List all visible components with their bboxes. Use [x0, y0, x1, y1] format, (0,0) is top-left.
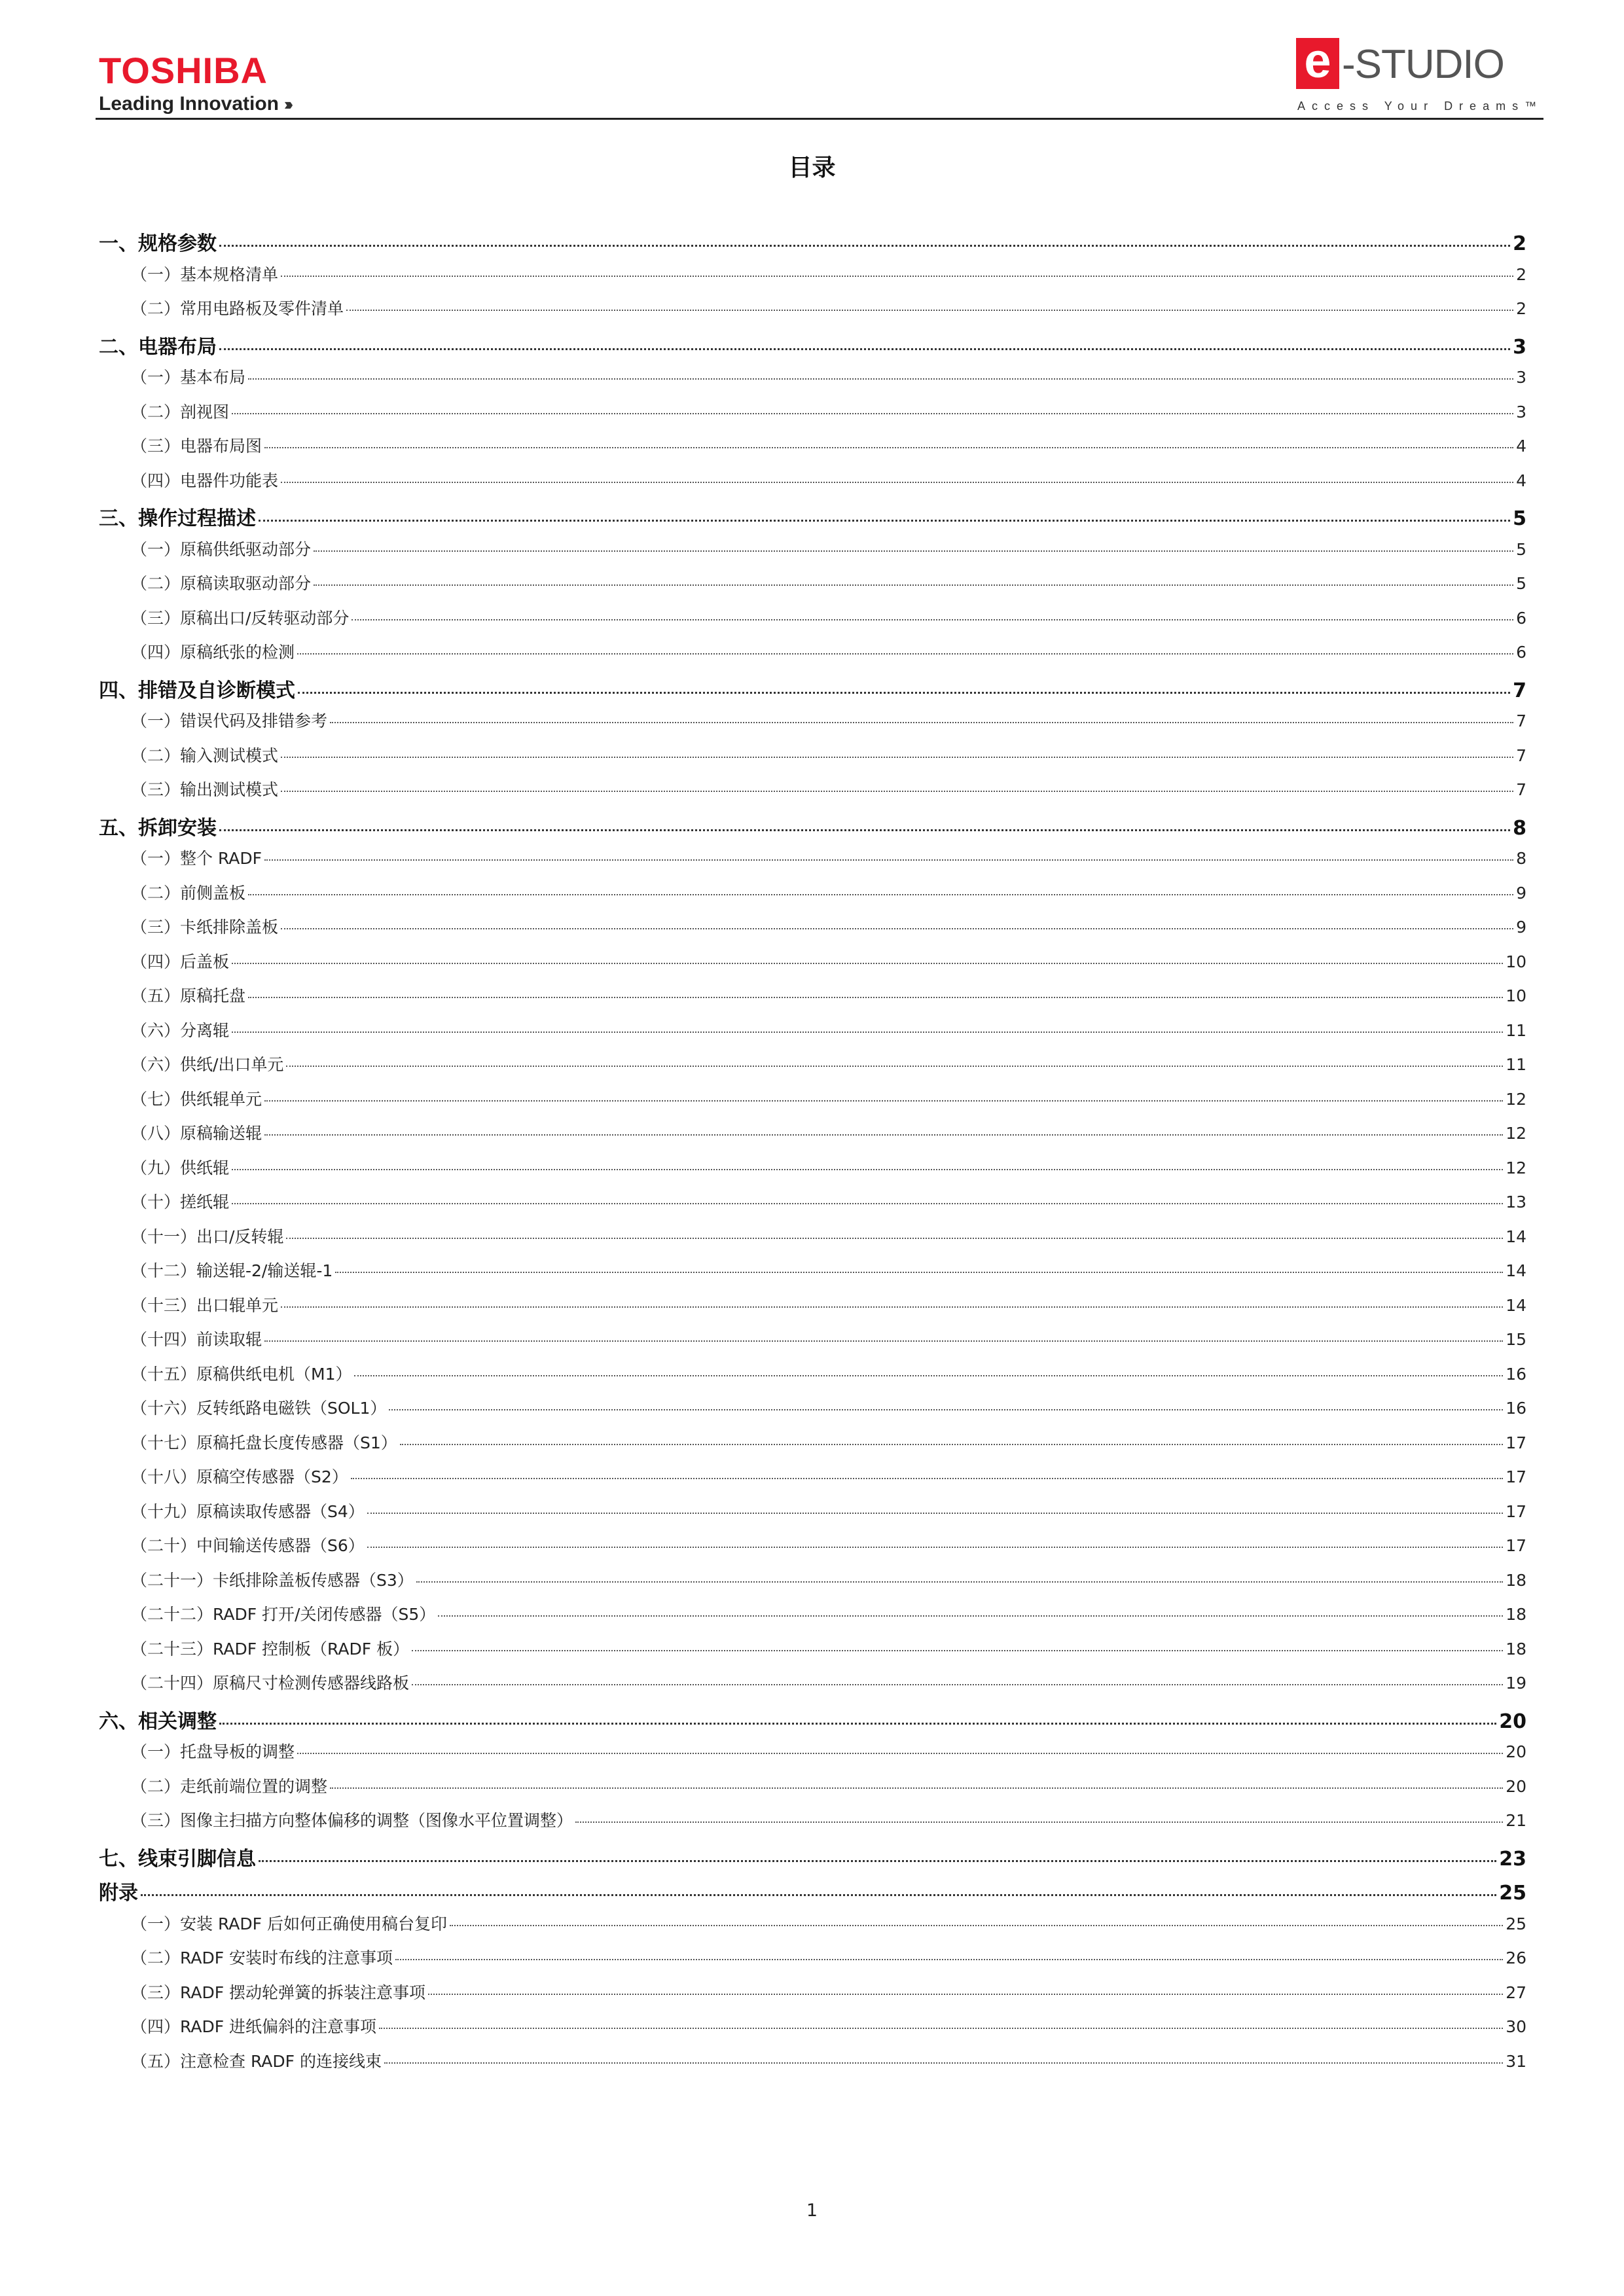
toc-entry[interactable] — [131, 1499, 1526, 1522]
toc-entry[interactable] — [131, 1464, 1526, 1488]
toc-entry[interactable] — [99, 1705, 1526, 1734]
toc-entry[interactable] — [131, 1086, 1526, 1110]
toc-leader-dots — [281, 757, 1513, 758]
toc-entry[interactable] — [131, 1189, 1526, 1213]
toc-entry[interactable] — [131, 983, 1526, 1007]
toc-leader-dots — [412, 1684, 1503, 1685]
toc-entry[interactable] — [131, 1945, 1526, 1969]
toc-entry[interactable] — [131, 537, 1526, 560]
toc-entry[interactable] — [131, 1568, 1526, 1591]
toc-entry-page: 18 — [1506, 1640, 1526, 1659]
toc-entry-title: （五）原稿托盘 — [131, 986, 246, 1005]
toc-entry-title: （五）注意检查 RADF 的连接线束 — [131, 2052, 382, 2071]
toc-leader-dots — [264, 859, 1513, 861]
toc-entry-page: 3 — [1516, 403, 1526, 422]
toc-entry-title: 七、线束引脚信息 — [99, 1848, 256, 1871]
toc-entry[interactable] — [131, 777, 1526, 800]
toc-leader-dots — [232, 1031, 1503, 1033]
toc-entry-page: 25 — [1506, 1914, 1526, 1933]
toc-entry-page: 18 — [1506, 1571, 1526, 1590]
page-title: 目录 — [788, 154, 836, 181]
toc-entry-title: （四）RADF 进纸偏斜的注意事项 — [131, 2017, 377, 2036]
toc-entry-title: （六）分离辊 — [131, 1021, 230, 1040]
toshiba-logo: TOSHIBA — [99, 50, 268, 91]
toc-entry[interactable] — [131, 1395, 1526, 1419]
toc-entry-page: 8 — [1513, 817, 1526, 840]
toc-entry[interactable] — [131, 1808, 1526, 1831]
toc-entry-page: 14 — [1506, 1227, 1526, 1246]
toc-entry-page: 15 — [1506, 1330, 1526, 1349]
toc-entry[interactable] — [131, 1327, 1526, 1350]
toc-entry-page: 17 — [1506, 1467, 1526, 1486]
toc-entry-title: （十八）原稿空传感器（S2） — [131, 1467, 348, 1486]
toc-leader-dots — [330, 1787, 1503, 1789]
toc-entry[interactable] — [131, 1911, 1526, 1935]
toc-entry[interactable] — [131, 2049, 1526, 2072]
toc-entry[interactable] — [99, 1876, 1526, 1905]
toc-leader-dots — [264, 447, 1513, 448]
toc-entry-page: 9 — [1516, 918, 1526, 937]
toc-entry-title: （三）RADF 摆动轮弹簧的拆装注意事项 — [131, 1983, 426, 2002]
toc-leader-dots — [367, 1513, 1503, 1514]
toc-entry-title: （三）图像主扫描方向整体偏移的调整（图像水平位置调整） — [131, 1811, 573, 1830]
toc-leader-dots — [232, 413, 1513, 414]
toc-entry[interactable] — [99, 674, 1526, 703]
toc-leader-dots — [416, 1581, 1503, 1583]
toc-entry-page: 4 — [1516, 471, 1526, 490]
toc-entry[interactable] — [131, 1361, 1526, 1385]
toc-entry[interactable] — [131, 399, 1526, 423]
toc-entry-title: （三）电器布局图 — [131, 437, 262, 456]
toc-entry-title: （二十）中间输送传感器（S6） — [131, 1536, 365, 1555]
toc-leader-dots — [281, 482, 1513, 483]
toc-entry-title: （二）输入测试模式 — [131, 746, 279, 765]
toc-entry[interactable] — [131, 1636, 1526, 1660]
toc-entry[interactable] — [99, 502, 1526, 531]
toc-leader-dots — [438, 1615, 1503, 1617]
toc-leader-dots — [412, 1650, 1503, 1651]
toc-entry-page: 3 — [1513, 336, 1526, 359]
toc-leader-dots — [281, 1306, 1503, 1308]
toc-entry-page: 16 — [1506, 1399, 1526, 1418]
toc-entry-page: 7 — [1516, 746, 1526, 765]
toc-entry-title: （三）卡纸排除盖板 — [131, 918, 279, 937]
toc-entry-title: （一）基本布局 — [131, 368, 246, 387]
toc-entry-page: 13 — [1506, 1193, 1526, 1211]
toc-entry[interactable] — [131, 1670, 1526, 1694]
toc-entry[interactable] — [131, 1258, 1526, 1282]
toc-leader-dots — [330, 722, 1513, 723]
chevrons-icon: ››› — [284, 94, 289, 114]
toc-entry[interactable] — [131, 365, 1526, 388]
brand-tagline-text: Leading Innovation — [99, 93, 279, 115]
toc-leader-dots — [232, 1203, 1503, 1204]
toc-entry-title: 五、拆卸安装 — [99, 817, 217, 840]
toc-leader-dots — [352, 619, 1513, 620]
toc-entry[interactable] — [99, 227, 1526, 256]
toc-entry[interactable] — [131, 708, 1526, 732]
toc-entry[interactable] — [131, 605, 1526, 629]
toc-entry-title: （九）供纸辊 — [131, 1158, 230, 1177]
toc-entry-page: 17 — [1506, 1502, 1526, 1521]
toc-entry-title: （一）安装 RADF 后如何正确使用稿台复印 — [131, 1914, 447, 1933]
toc-entry[interactable] — [131, 846, 1526, 869]
toc-entry-page: 5 — [1516, 540, 1526, 559]
toc-entry[interactable] — [131, 571, 1526, 594]
toc-entry-title: （二）剖视图 — [131, 403, 230, 422]
toc-entry[interactable] — [131, 949, 1526, 973]
toc-entry-page: 17 — [1506, 1536, 1526, 1555]
estudio-wordmark: -STUDIO — [1342, 42, 1504, 87]
toc-leader-dots — [346, 310, 1513, 311]
toc-entry-title: 附录 — [99, 1882, 138, 1905]
toc-leader-dots — [314, 584, 1513, 586]
toc-entry-title: （十六）反转纸路电磁铁（SOL1） — [131, 1399, 387, 1418]
toc-entry[interactable] — [99, 812, 1526, 840]
toc-leader-dots — [297, 653, 1513, 655]
toc-entry-page: 31 — [1506, 2052, 1526, 2071]
toc-entry-page: 5 — [1516, 574, 1526, 593]
toc-entry-title: （六）供纸/出口单元 — [131, 1055, 284, 1074]
toc-entry-title: （十七）原稿托盘长度传感器（S1） — [131, 1433, 397, 1452]
toc-entry-page: 20 — [1499, 1710, 1526, 1733]
toc-entry-page: 10 — [1506, 986, 1526, 1005]
toc-entry-page: 14 — [1506, 1261, 1526, 1280]
toc-leader-dots — [219, 1723, 1496, 1725]
toc-leader-dots — [450, 1925, 1503, 1926]
toc-entry-title: （二）RADF 安装时布线的注意事项 — [131, 1948, 393, 1967]
toc-entry-title: （一）错误代码及排错参考 — [131, 711, 328, 730]
toc-entry-title: （十九）原稿读取传感器（S4） — [131, 1502, 365, 1521]
toc-leader-dots — [248, 894, 1513, 895]
toc-leader-dots — [298, 692, 1510, 694]
toc-entry[interactable] — [131, 1018, 1526, 1041]
toc-entry-title: （十一）出口/反转辊 — [131, 1227, 284, 1246]
toc-entry[interactable] — [99, 331, 1526, 359]
estudio-tagline: Access Your Dreams™ — [1297, 99, 1543, 113]
toc-entry-page: 6 — [1516, 643, 1526, 662]
toc-entry-page: 12 — [1506, 1158, 1526, 1177]
toc-leader-dots — [264, 1340, 1503, 1342]
toc-entry-title: （十二）输送辊-2/输送辊-1 — [131, 1261, 333, 1280]
toc-entry-title: （一）基本规格清单 — [131, 265, 279, 284]
toc-leader-dots — [354, 1375, 1503, 1376]
toc-leader-dots — [286, 1238, 1503, 1239]
toc-entry-title: （十四）前读取辊 — [131, 1330, 262, 1349]
toc-entry-page: 11 — [1506, 1021, 1526, 1040]
toc-leader-dots — [335, 1272, 1503, 1273]
toc-entry[interactable] — [131, 880, 1526, 904]
toc-entry-title: （二）常用电路板及零件清单 — [131, 299, 344, 318]
toc-leader-dots — [281, 276, 1513, 277]
toc-entry-page: 8 — [1516, 849, 1526, 868]
toc-entry-page: 2 — [1513, 232, 1526, 255]
toc-leader-dots — [428, 1994, 1503, 1995]
toc-leader-dots — [248, 378, 1513, 380]
toc-entry-title: （四）后盖板 — [131, 952, 230, 971]
toc-entry-page: 26 — [1506, 1948, 1526, 1967]
toc-entry-page: 2 — [1516, 265, 1526, 284]
toc-leader-dots — [219, 348, 1510, 350]
toc-leader-dots — [259, 520, 1510, 522]
toc-entry-title: （四）电器件功能表 — [131, 471, 279, 490]
toc-entry-page: 7 — [1516, 780, 1526, 799]
toc-leader-dots — [389, 1409, 1503, 1410]
toc-leader-dots — [219, 245, 1510, 247]
toc-leader-dots — [141, 1894, 1496, 1896]
toc-entry-page: 20 — [1506, 1777, 1526, 1796]
toc-entry[interactable] — [131, 1774, 1526, 1797]
toc-entry[interactable] — [131, 639, 1526, 663]
toc-entry-page: 23 — [1499, 1848, 1526, 1871]
toc-entry-page: 7 — [1513, 679, 1526, 702]
toc-entry-page: 17 — [1506, 1433, 1526, 1452]
toc-entry[interactable] — [131, 1533, 1526, 1556]
toc-entry-title: （七）供纸辊单元 — [131, 1090, 262, 1109]
toc-leader-dots — [575, 1821, 1503, 1823]
toc-entry-page: 3 — [1516, 368, 1526, 387]
toc-entry-title: （一）原稿供纸驱动部分 — [131, 540, 312, 559]
toc-entry[interactable] — [131, 1430, 1526, 1454]
toc-entry-title: 二、电器布局 — [99, 336, 217, 359]
toc-entry-title: （二）前侧盖板 — [131, 884, 246, 903]
toc-leader-dots — [259, 1860, 1496, 1862]
toc-entry[interactable] — [131, 296, 1526, 319]
toc-entry-title: （二）走纸前端位置的调整 — [131, 1777, 328, 1796]
toc-entry[interactable] — [131, 914, 1526, 938]
toc-leader-dots — [367, 1547, 1503, 1548]
toc-entry-page: 18 — [1506, 1605, 1526, 1624]
toc-entry[interactable] — [131, 743, 1526, 766]
toc-entry-title: （八）原稿输送辊 — [131, 1124, 262, 1143]
toc-entry-page: 5 — [1513, 507, 1526, 530]
toc-entry-page: 30 — [1506, 2017, 1526, 2036]
toc-entry-title: 六、相关调整 — [99, 1710, 217, 1733]
estudio-e-mark: e — [1296, 38, 1339, 89]
toc-entry-page: 20 — [1506, 1742, 1526, 1761]
toc-entry-page: 14 — [1506, 1296, 1526, 1315]
toc-entry[interactable] — [131, 1121, 1526, 1144]
toc-entry-page: 7 — [1516, 711, 1526, 730]
toc-leader-dots — [232, 1169, 1503, 1170]
toc-leader-dots — [379, 2028, 1503, 2029]
toc-entry-title: （一）整个 RADF — [131, 849, 262, 868]
toc-entry[interactable] — [131, 1739, 1526, 1763]
toc-entry[interactable] — [131, 1224, 1526, 1247]
page-number: 1 — [806, 2200, 818, 2221]
toc-entry[interactable] — [99, 1842, 1526, 1871]
toc-entry-title: （二十四）原稿尺寸检测传感器线路板 — [131, 1674, 410, 1693]
toc-entry-title: （二十二）RADF 打开/关闭传感器（S5） — [131, 1605, 436, 1624]
toc-entry-page: 11 — [1506, 1055, 1526, 1074]
toc-entry-page: 10 — [1506, 952, 1526, 971]
toc-leader-dots — [281, 791, 1513, 792]
toc-entry-page: 4 — [1516, 437, 1526, 456]
toc-leader-dots — [286, 1066, 1503, 1067]
toc-leader-dots — [264, 1134, 1503, 1136]
toc-entry[interactable] — [131, 468, 1526, 492]
toc-leader-dots — [384, 2062, 1503, 2064]
toc-entry-title: （十五）原稿供纸电机（M1） — [131, 1365, 352, 1384]
toc-entry[interactable] — [131, 433, 1526, 457]
toc-entry-page: 21 — [1506, 1811, 1526, 1830]
toc-entry-page: 9 — [1516, 884, 1526, 903]
toc-entry[interactable] — [131, 262, 1526, 285]
toc-entry-title: （二）原稿读取驱动部分 — [131, 574, 312, 593]
toc-entry[interactable] — [131, 2014, 1526, 2037]
toc-leader-dots — [400, 1444, 1503, 1445]
toc-leader-dots — [297, 1753, 1503, 1754]
toc-entry-title: （三）输出测试模式 — [131, 780, 279, 799]
toc-leader-dots — [351, 1478, 1503, 1479]
toc-entry-title: （十）搓纸辊 — [131, 1193, 230, 1211]
toc-leader-dots — [281, 928, 1513, 929]
toc-entry-page: 12 — [1506, 1090, 1526, 1109]
toc-leader-dots — [264, 1100, 1503, 1102]
toc-entry-page: 6 — [1516, 609, 1526, 628]
toc-entry-title: （三）原稿出口/反转驱动部分 — [131, 609, 350, 628]
toc-entry-page: 27 — [1506, 1983, 1526, 2002]
toc-entry-title: 一、规格参数 — [99, 232, 217, 255]
toc-entry-page: 16 — [1506, 1365, 1526, 1384]
toc-entry-title: 四、排错及自诊断模式 — [99, 679, 295, 702]
toc-entry-title: 三、操作过程描述 — [99, 507, 256, 530]
toc-entry[interactable] — [131, 1052, 1526, 1075]
toc-entry-page: 25 — [1499, 1882, 1526, 1905]
toc-entry-title: （二十三）RADF 控制板（RADF 板） — [131, 1640, 410, 1659]
toc-entry[interactable] — [131, 1155, 1526, 1179]
toc-leader-dots — [314, 550, 1513, 552]
toc-entry-title: （二十一）卡纸排除盖板传感器（S3） — [131, 1571, 414, 1590]
toc-entry[interactable] — [131, 1980, 1526, 2003]
toc-entry-title: （十三）出口辊单元 — [131, 1296, 279, 1315]
toc-entry[interactable] — [131, 1602, 1526, 1625]
toc-entry-page: 19 — [1506, 1674, 1526, 1693]
toc-leader-dots — [219, 829, 1510, 831]
toc-leader-dots — [232, 963, 1503, 964]
toc-entry[interactable] — [131, 1293, 1526, 1316]
toc-leader-dots — [248, 997, 1503, 998]
toc-entry-title: （四）原稿纸张的检测 — [131, 643, 295, 662]
toc-entry-page: 12 — [1506, 1124, 1526, 1143]
toc-entry-title: （一）托盘导板的调整 — [131, 1742, 295, 1761]
toc-entry-page: 2 — [1516, 299, 1526, 318]
toc-leader-dots — [395, 1959, 1503, 1960]
